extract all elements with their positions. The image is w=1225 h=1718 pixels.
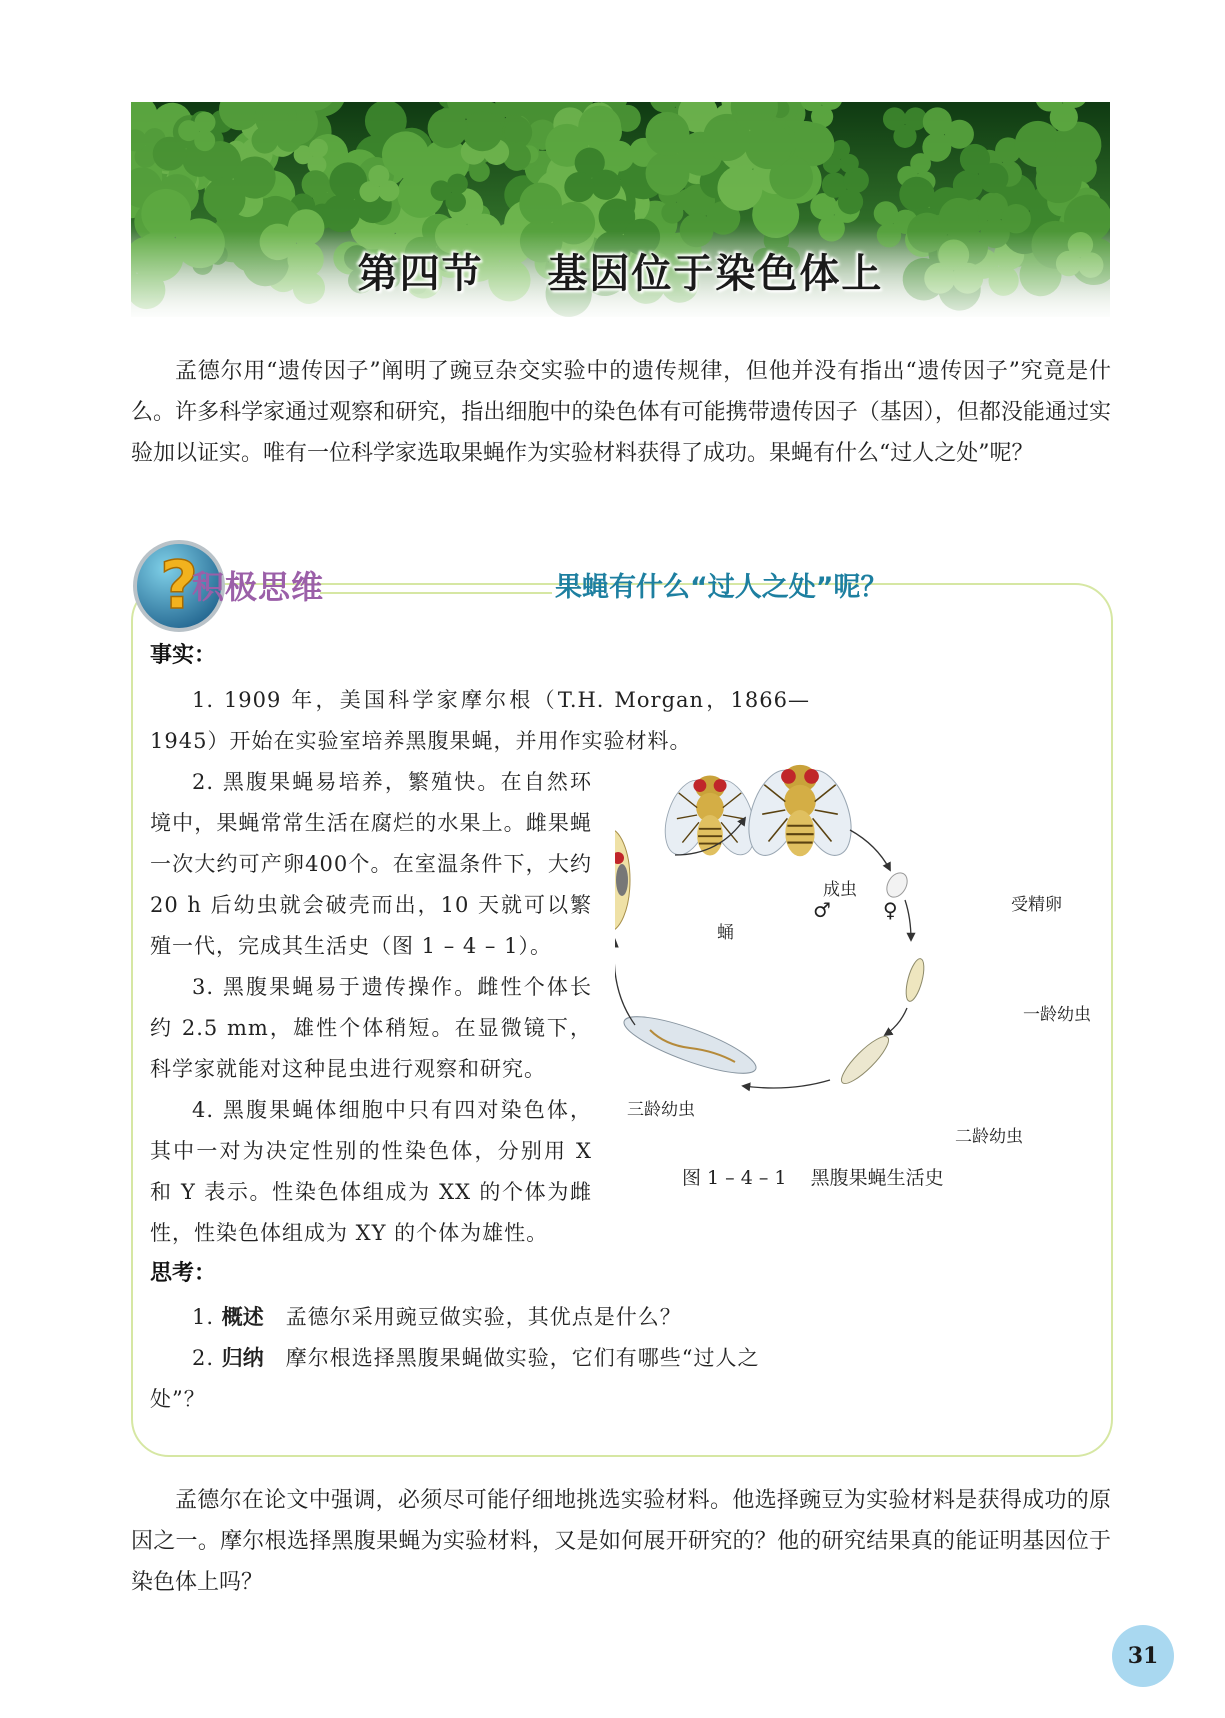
page-number: 31 [1112, 1625, 1174, 1687]
figure-caption: 图 1 – 4 – 1 黑腹果蝇生活史 [682, 1167, 944, 1189]
label-male: ♂ [813, 898, 831, 922]
label-larva2: 二龄幼虫 [955, 1127, 1023, 1147]
fly-life-cycle-figure [615, 740, 1105, 1160]
label-larva1: 一龄幼虫 [1023, 1005, 1091, 1025]
think-label: 思考： [150, 1261, 217, 1286]
larva2-shape [836, 1031, 894, 1089]
fact-4: 4. 黑腹果蝇体细胞中只有四对染色体，其中一对为决定性别的性染色体，分别用 X 和 Y 表示。性染色体组成为 XX 的个体为雌性，性染色体组成为 XY 的个体为雄性。 [150, 1098, 592, 1245]
question-1-tag: 概述 [221, 1305, 264, 1329]
question-2-num: 2. [192, 1346, 215, 1370]
badge-title: 积极思维 [192, 568, 325, 606]
label-female: ♀ [883, 898, 898, 922]
chapter-title: 第四节 基因位于染色体上 [357, 251, 884, 297]
question-1-num: 1. [192, 1305, 215, 1329]
egg-shape [883, 869, 912, 901]
larva3-shape [619, 1006, 762, 1084]
intro-paragraph: 孟德尔用“遗传因子”阐明了豌豆杂交实验中的遗传规律，但他并没有指出“遗传因子”究竟是什么。许多科学家通过观察和研究，指出细胞中的染色体有可能携带遗传因子（基因），但都没能通过实验加以证实。唯有一位科学家选取果蝇作为实验材料获得了成功。果蝇有什么“过人之处”呢？ [131, 359, 1111, 466]
fact-1: 1. 1909 年，美国科学家摩尔根（T.H. Morgan，1866—1945）开始在实验室培养黑腹果蝇，并用作实验材料。 [150, 688, 810, 753]
question-1-text: 孟德尔采用豌豆做实验，其优点是什么？ [285, 1305, 682, 1329]
question-1 [150, 1297, 770, 1338]
box-heading: 果蝇有什么“过人之处”呢？ [555, 572, 888, 603]
facts-label: 事实： [150, 643, 217, 668]
question-2-text: 摩尔根选择黑腹果蝇做实验，它们有哪些“过人之处”？ [150, 1346, 760, 1411]
fact-2: 2. 黑腹果蝇易培养，繁殖快。在自然环境中，果蝇常常生活在腐烂的水果上。雌果蝇一次大约可产卵400个。在室温条件下，大约 20 h 后幼虫就会破壳而出，10 天就可以繁殖一代，完成其生活史（图 1 – 4 – 1）。 [150, 770, 592, 958]
label-egg: 受精卵 [1011, 895, 1062, 915]
heading-rule [320, 592, 552, 594]
label-adult: 成虫 [823, 880, 857, 900]
label-larva3: 三龄幼虫 [627, 1100, 695, 1120]
question-2 [150, 1338, 770, 1420]
fact-3: 3. 黑腹果蝇易于遗传操作。雌性个体长约 2.5 mm，雄性个体稍短。在显微镜下，科学家就能对这种昆虫进行观察和研究。 [150, 975, 592, 1081]
question-2-tag: 归纳 [221, 1346, 264, 1370]
female-fly [739, 764, 861, 862]
closing-paragraph: 孟德尔在论文中强调，必须尽可能仔细地挑选实验材料。他选择豌豆为实验材料是获得成功的原因之一。摩尔根选择黑腹果蝇为实验材料，又是如何展开研究的？他的研究结果真的能证明基因位于染色体上吗？ [131, 1488, 1111, 1595]
pupa-shape [615, 828, 630, 932]
label-pupa: 蛹 [717, 923, 734, 943]
larva1-shape [903, 957, 928, 1003]
svg-text:?: ? [159, 547, 199, 624]
chapter-banner [131, 102, 1110, 317]
